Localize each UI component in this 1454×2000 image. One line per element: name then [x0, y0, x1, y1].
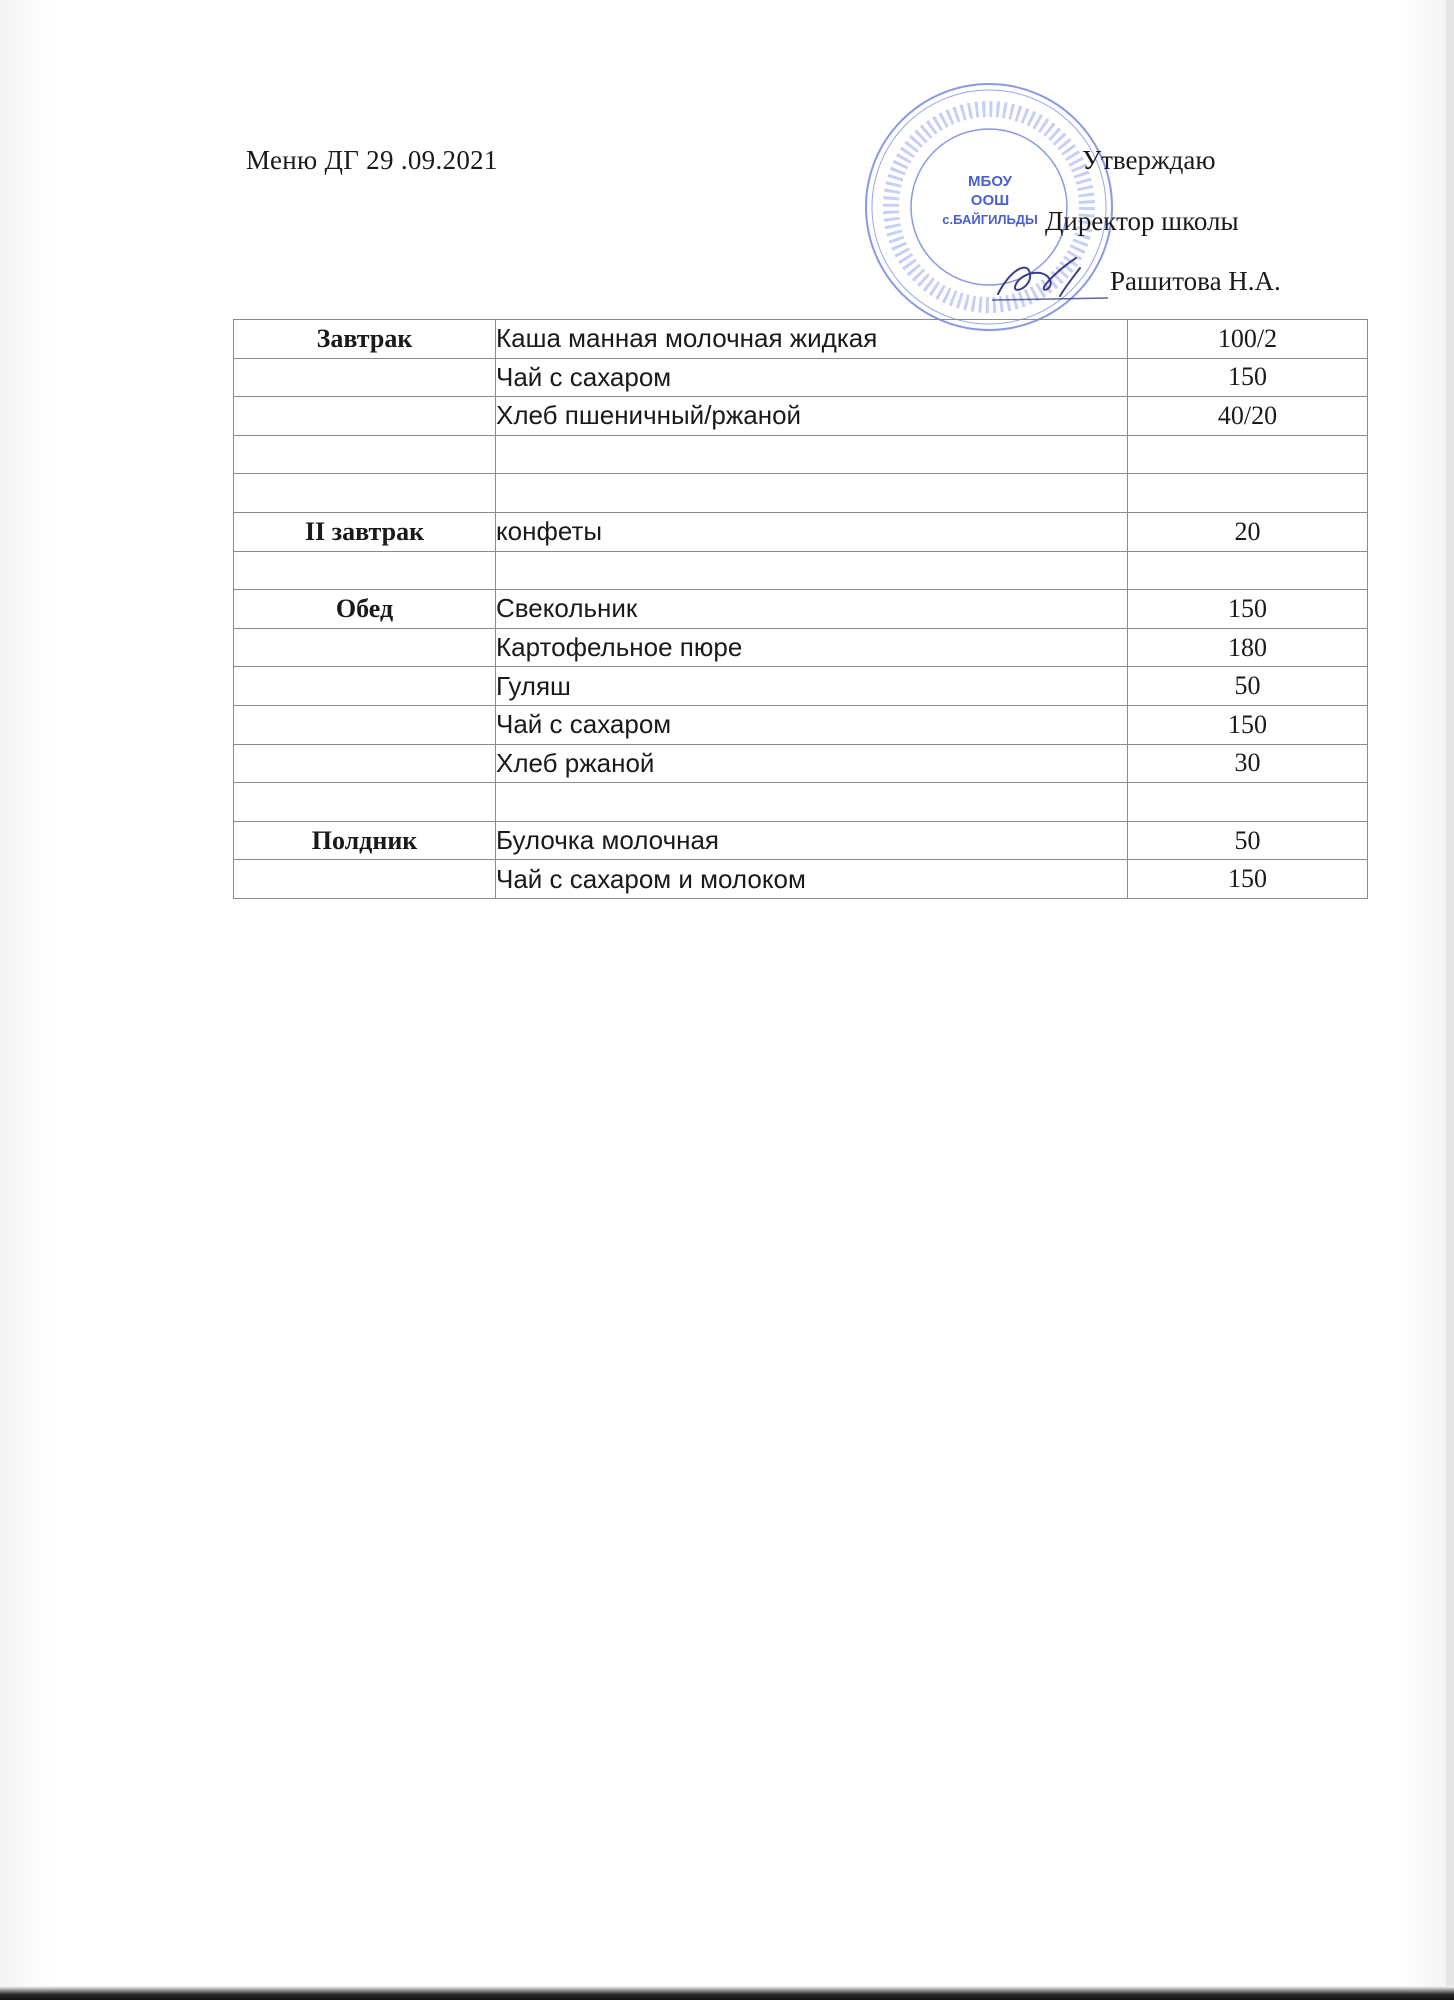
table-row [234, 821, 1368, 860]
menu-table [233, 319, 1368, 899]
portion-cell [1128, 435, 1368, 474]
table-row [234, 512, 1368, 551]
dish-cell: Чай с сахаром и молоком [496, 860, 1128, 899]
meal-cell [234, 628, 496, 667]
portion-cell: 20 [1128, 512, 1368, 551]
portion-cell: 150 [1128, 358, 1368, 397]
meal-cell: II завтрак [234, 512, 496, 551]
portion-cell: 50 [1128, 821, 1368, 860]
table-row [234, 705, 1368, 744]
dish-cell: Свекольник [496, 590, 1128, 629]
dish-cell [496, 783, 1128, 822]
dish-cell [496, 435, 1128, 474]
meal-cell: Завтрак [234, 320, 496, 359]
dish-cell: Булочка молочная [496, 821, 1128, 860]
meal-cell [234, 860, 496, 899]
portion-cell: 150 [1128, 590, 1368, 629]
table-row [234, 474, 1368, 513]
meal-cell [234, 397, 496, 436]
meal-cell [234, 551, 496, 590]
handwritten-signature [990, 250, 1110, 310]
scan-edge-bottom [0, 1986, 1454, 2000]
dish-cell: конфеты [496, 512, 1128, 551]
portion-cell: 180 [1128, 628, 1368, 667]
dish-cell: Чай с сахаром [496, 358, 1128, 397]
seal-line-1: МБОУ [968, 173, 1012, 190]
table-row [234, 358, 1368, 397]
meal-cell [234, 358, 496, 397]
portion-cell [1128, 551, 1368, 590]
dish-cell [496, 551, 1128, 590]
portion-cell: 50 [1128, 667, 1368, 706]
portion-cell [1128, 783, 1368, 822]
table-row [234, 860, 1368, 899]
table-row [234, 320, 1368, 359]
dish-cell [496, 474, 1128, 513]
portion-cell: 30 [1128, 744, 1368, 783]
approver-name: Рашитова Н.А. [1110, 266, 1281, 296]
meal-cell [234, 705, 496, 744]
dish-cell: Картофельное пюре [496, 628, 1128, 667]
portion-cell: 40/20 [1128, 397, 1368, 436]
meal-cell: Полдник [234, 821, 496, 860]
portion-cell: 100/2 [1128, 320, 1368, 359]
table-row [234, 590, 1368, 629]
dish-cell: Хлеб пшеничный/ржаной [496, 397, 1128, 436]
dish-cell: Чай с сахаром [496, 705, 1128, 744]
table-row [234, 744, 1368, 783]
meal-cell [234, 435, 496, 474]
dish-cell: Хлеб ржаной [496, 744, 1128, 783]
approver-position: Директор школы [1045, 206, 1239, 236]
dish-cell: Каша манная молочная жидкая [496, 320, 1128, 359]
portion-cell: 150 [1128, 705, 1368, 744]
document-title: Меню ДГ 29 .09.2021 [246, 145, 498, 175]
portion-cell: 150 [1128, 860, 1368, 899]
table-row [234, 435, 1368, 474]
scan-edge-right [1446, 0, 1454, 2000]
table-row [234, 397, 1368, 436]
table-row [234, 551, 1368, 590]
table-row [234, 628, 1368, 667]
dish-cell: Гуляш [496, 667, 1128, 706]
meal-cell [234, 474, 496, 513]
approval-label: Утверждаю [1082, 145, 1216, 175]
seal-line-2: ООШ [970, 192, 1010, 209]
meal-cell [234, 667, 496, 706]
meal-cell: Обед [234, 590, 496, 629]
seal-line-3: с.БАЙГИЛЬДЫ [942, 212, 1038, 227]
meal-cell [234, 783, 496, 822]
meal-cell [234, 744, 496, 783]
table-row [234, 783, 1368, 822]
portion-cell [1128, 474, 1368, 513]
table-row [234, 667, 1368, 706]
